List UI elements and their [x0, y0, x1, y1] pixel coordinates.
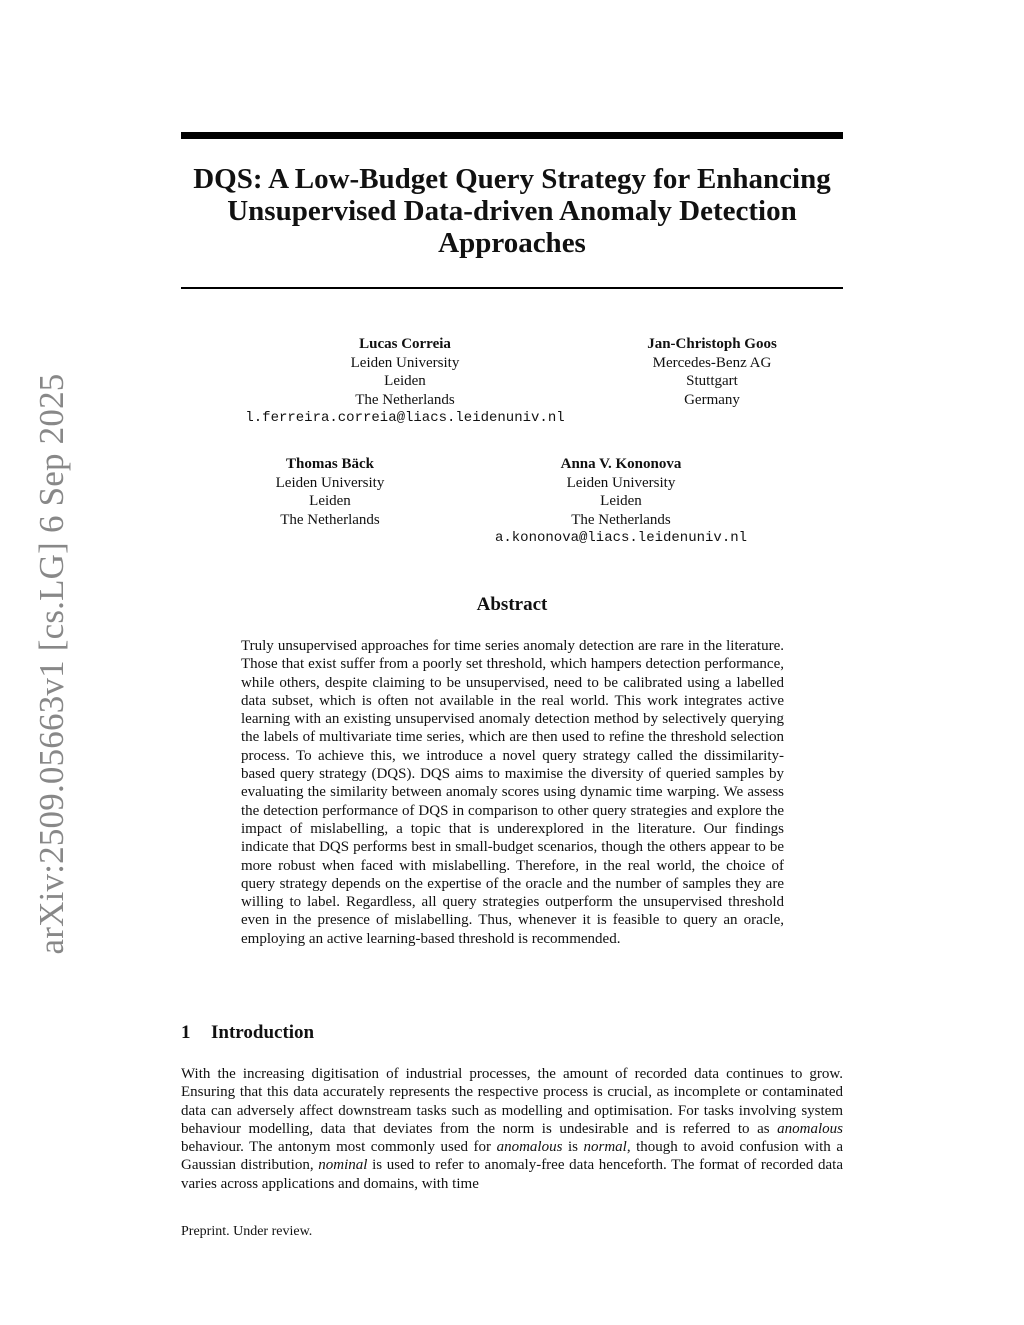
author-block-goos	[647, 335, 777, 409]
author-email[interactable]: a.kononova@liacs.leidenuniv.nl	[494, 530, 748, 546]
intro-emphasis: anomalous	[496, 1139, 563, 1156]
author-block-correia	[245, 335, 564, 428]
paper-title: DQS: A Low-Budget Query Strategy for Enhancing Unsupervised Data-driven Anomaly Detection Approaches	[193, 163, 831, 259]
author-city: Leiden	[600, 493, 642, 509]
author-name: Anna V. Kononova	[560, 456, 682, 472]
intro-emphasis: anomalous	[777, 1120, 843, 1137]
author-affiliation: Leiden University	[275, 474, 385, 491]
intro-emphasis: normal	[583, 1139, 627, 1156]
intro-text: is	[562, 1139, 584, 1156]
page-footer-note: Preprint. Under review.	[181, 1224, 313, 1239]
abstract-heading: Abstract	[476, 594, 548, 615]
title-top-rule	[181, 132, 843, 139]
section-number: 1	[181, 1022, 191, 1043]
title-bottom-rule	[181, 287, 843, 289]
author-block-back	[276, 455, 385, 529]
author-name: Jan-Christoph Goos	[647, 336, 777, 352]
intro-text: With the increasing digitisation of industrial processes, the amount of recorded data continues to grow. Ensuring that this data accurately represents the respective process is crucial, as incomplete or contaminated data can adversely affect downstream tasks such as modelling and optimisation. For tasks involving system behaviour modelling, data that deviates from the norm is undesirable and is referred to as	[181, 1066, 843, 1137]
intro-text: behaviour. The antonym most commonly used for	[181, 1139, 497, 1156]
introduction-paragraph	[181, 1065, 843, 1193]
author-country: The Netherlands	[280, 511, 380, 528]
author-country: The Netherlands	[571, 511, 671, 528]
author-affiliation: Leiden University	[566, 474, 676, 491]
section-title: Introduction	[211, 1022, 315, 1043]
section-heading-introduction	[181, 1022, 314, 1044]
author-country: Germany	[684, 391, 740, 408]
abstract-text: Truly unsupervised approaches for time series anomaly detection are rare in the literature. Those that exist suffer from a poorly set threshold, which hampers detection performance, while others, despite claiming to be unsupervised, need to be calibrated using a labelled data subset, which is often not available in the real world. This work integrates active learning with an existing unsupervised anomaly detection method by selectively querying the labels of multivariate time series, which are then used to refine the threshold selection process. To achieve this, we introduce a novel query strategy called the dissimilarity-based query strategy (DQS). DQS aims to maximise the diversity of queried samples by evaluating the similarity between anomaly scores using dynamic time warping. We assess the detection performance of DQS in comparison to other query strategies and explore the impact of mislabelling, a topic that is underexplored in the literature. Our findings indicate that DQS performs best in small-budget scenarios, though the others appear to be more robust when faced with mislabelling. Therefore, in the real world, the choice of query strategy depends on the expertise of the oracle and the number of samples they are willing to label. Regardless, all query strategies outperform the unsupervised threshold even in the presence of mislabelling. Thus, whenever it is feasible to query an oracle, employing an active learning-based threshold is recommended.	[241, 638, 784, 947]
author-city: Leiden	[309, 493, 351, 509]
intro-text: is used to refer to anomaly-free data henceforth. The format of recorded data varies across applications and domains, with time	[181, 1157, 843, 1192]
intro-text: , though to avoid confusion with a Gaussian distribution,	[181, 1139, 843, 1174]
author-email[interactable]: l.ferreira.correia@liacs.leidenuniv.nl	[245, 410, 565, 426]
arxiv-identifier-stamp: arXiv:2509.05663v1 [cs.LG] 6 Sep 2025	[32, 373, 71, 955]
intro-emphasis: nominal	[318, 1157, 368, 1174]
author-city: Stuttgart	[686, 373, 738, 389]
author-country: The Netherlands	[355, 391, 455, 408]
author-block-kononova	[495, 455, 747, 548]
author-affiliation: Leiden University	[350, 354, 460, 371]
author-name: Lucas Correia	[359, 336, 451, 352]
author-affiliation: Mercedes-Benz AG	[652, 354, 772, 371]
author-name: Thomas Bäck	[286, 456, 374, 472]
author-city: Leiden	[384, 373, 426, 389]
